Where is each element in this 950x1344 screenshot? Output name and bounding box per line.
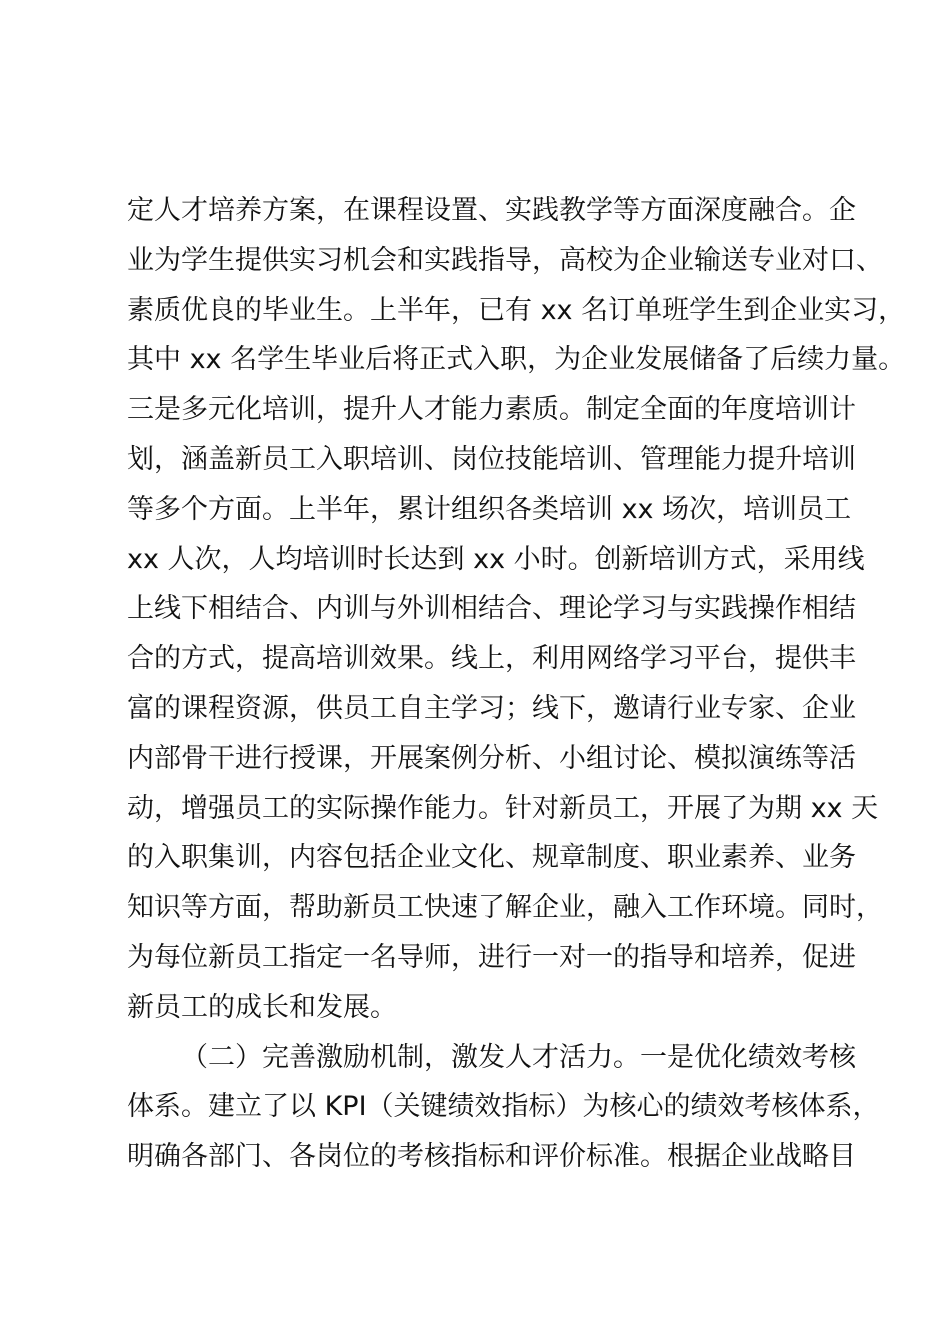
text-line: 定人才培养方案，在课程设置、实践教学等方面深度融合。企 — [127, 195, 856, 226]
text-line: 知识等方面，帮助新员工快速了解企业，融入工作环境。同时， — [127, 892, 883, 924]
text-line: 内部骨干进行授课，开展案例分析、小组讨论、模拟演练等活 — [127, 742, 856, 774]
text-line: 的入职集训，内容包括企业文化、规章制度、职业素养、业务 — [127, 842, 856, 874]
text-line: 业为学生提供实习机会和实践指导，高校为企业输送专业对口、 — [127, 244, 883, 276]
text-line: 合的方式，提高培训效果。线上，利用网络学习平台，提供丰 — [127, 643, 856, 675]
text-line: 三是多元化培训，提升人才能力素质。制定全面的年度培训计 — [127, 394, 856, 426]
body-text — [127, 186, 906, 1182]
text-line: 为每位新员工指定一名导师，进行一对一的指导和培养，促进 — [127, 941, 856, 973]
text-line: 体系。建立了以 KPI（关键绩效指标）为核心的绩效考核体系， — [127, 1091, 880, 1123]
text-line: 划，涵盖新员工入职培训、岗位技能培训、管理能力提升培训 — [127, 443, 856, 475]
text-line: 上线下相结合、内训与外训相结合、理论学习与实践操作相结 — [127, 593, 856, 625]
text-line: 等多个方面。上半年，累计组织各类培训 xx 场次，培训员工 — [127, 493, 852, 525]
section-heading-line: （二）完善激励机制，激发人才活力。一是优化绩效考核 — [181, 1041, 856, 1073]
text-line: xx 人次，人均培训时长达到 xx 小时。创新培训方式，采用线 — [127, 543, 865, 575]
text-line: 新员工的成长和发展。 — [127, 991, 397, 1023]
text-line: 动，增强员工的实际操作能力。针对新员工，开展了为期 xx 天 — [127, 792, 879, 824]
text-line: 素质优良的毕业生。上半年，已有 xx 名订单班学生到企业实习， — [127, 294, 906, 326]
text-line: 富的课程资源，供员工自主学习；线下，邀请行业专家、企业 — [127, 692, 856, 724]
text-line: 其中 xx 名学生毕业后将正式入职，为企业发展储备了后续力量。 — [127, 344, 906, 376]
text-line: 明确各部门、各岗位的考核指标和评价标准。根据企业战略目 — [127, 1141, 856, 1173]
